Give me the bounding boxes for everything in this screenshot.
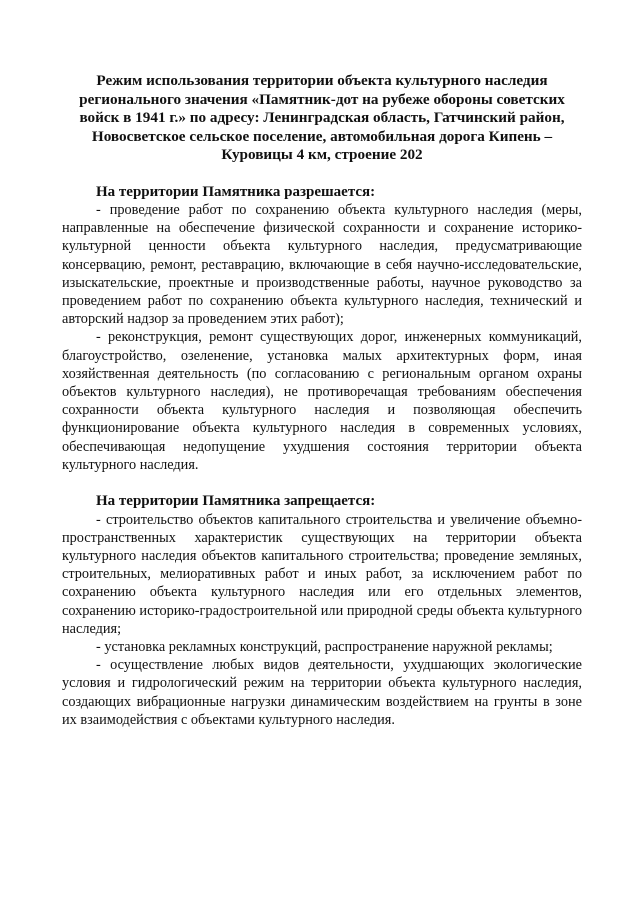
document-page [62, 72, 582, 729]
section-gap [62, 474, 582, 492]
forbidden-heading: На территории Памятника запрещается: [96, 493, 376, 510]
forbidden-item-3: - осуществление любых видов деятельности, ухудшающих экологические условия и гидрологический режим на территории объекта культурного наследия, создающих вибрационные нагрузки динамическим воздействием на грунты в зоне их взаимодействия с объектами культурного наследия. [62, 657, 582, 728]
allowed-item-2: - реконструкция, ремонт существующих дорог, инженерных коммуникаций, благоустройство, озеленение, установка малых архитектурных форм, иная хозяйственная деятельность (по согласованию с региональным органом охраны объектов культурного наследия), не противоречащая требованиям обеспечения сохранности объекта культурного наследия и позволяющая обеспечить функционирование объекта культурного наследия в современных условиях, обеспечивающая недопущение ухудшения состояния территории объекта культурного наследия. [62, 329, 582, 473]
allowed-heading: На территории Памятника разрешается: [96, 183, 376, 200]
forbidden-section [62, 492, 582, 729]
document-title: Режим использования территории объекта культурного наследия регионального значения «Памятник-дот на рубеже обороны советских войск в 1941 г.» по адресу: Ленинградская область, Гатчинский район, Новосветское сельское поселение, автомобильная дорога Кипень – Куровицы 4 км, строение 202 [79, 72, 565, 163]
allowed-item-1: - проведение работ по сохранению объекта культурного наследия (меры, направленные на обеспечение физической сохранности и сохранение историко-культурной ценности объекта культурного наследия, предусматривающие консервацию, ремонт, реставрацию, включающие в себя научно-исследовательские, изыскательские, проектные и производственные работы, научное руководство за проведением работ по сохранению объекта культурного наследия, технический и авторский надзор за проведением этих работ); [62, 202, 582, 328]
forbidden-item-2: - установка рекламных конструкций, распространение наружной рекламы; [96, 638, 553, 655]
forbidden-item-1: - строительство объектов капитального строительства и увеличение объемно-пространственных характеристик существующих на территории объекта культурного наследия объектов капитального строительства; проведение земляных, строительных, мелиоративных работ и иных работ, за исключением работ по сохранению объекта культурного наследия или его отдельных элементов, сохранению историко-градостроительной или природной среды объекта культурного наследия; [62, 511, 582, 637]
allowed-section [62, 183, 582, 475]
